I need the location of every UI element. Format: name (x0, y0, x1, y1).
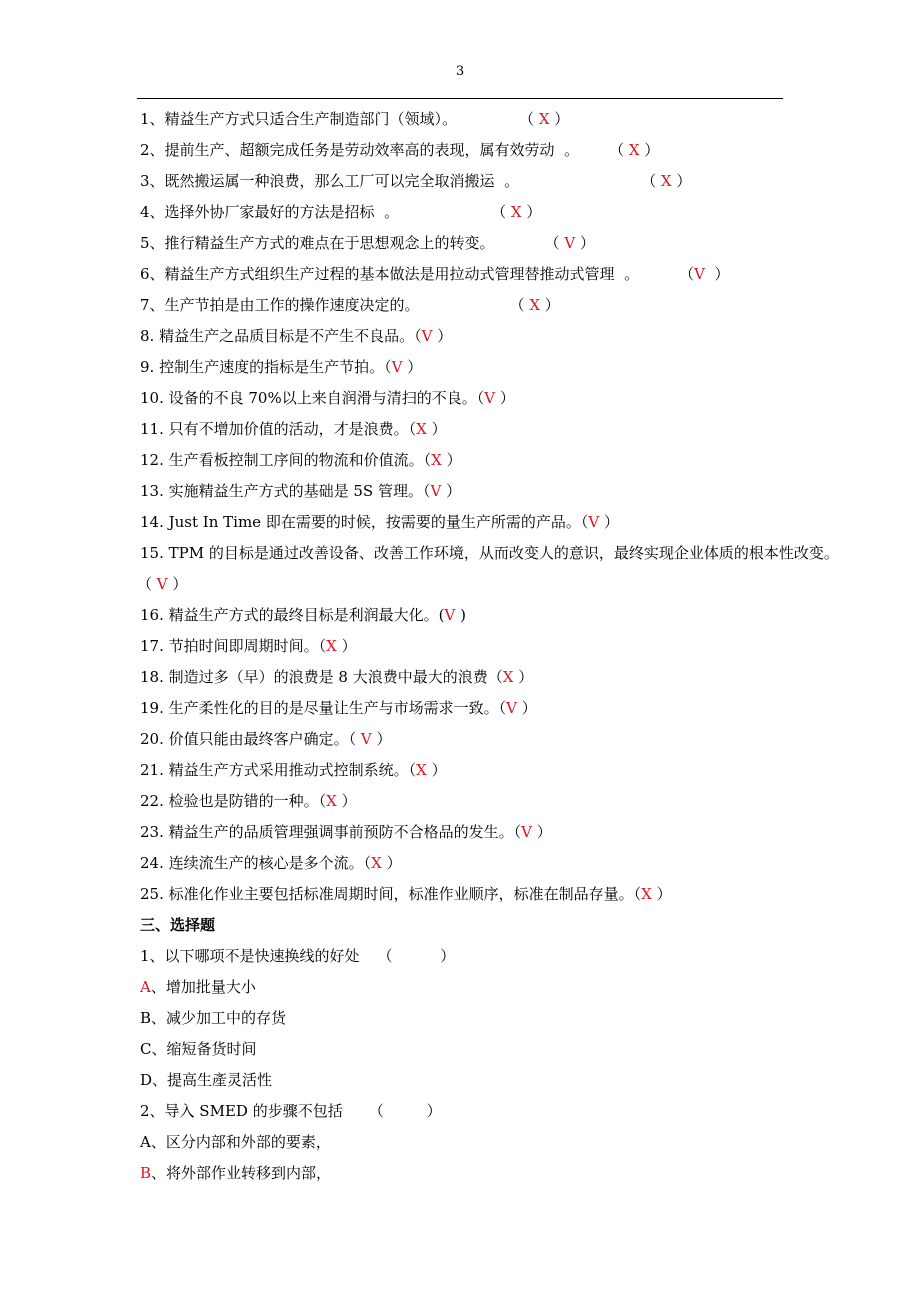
tf-item-9 (140, 355, 422, 379)
header-rule (137, 98, 783, 99)
tf-item-17 (140, 634, 357, 658)
statement-text: 11. 只有不增加价值的活动，才是浪费。 (140, 420, 409, 438)
question-1-option-c (140, 1037, 257, 1061)
answer-close-paren: ） (432, 327, 453, 345)
statement-text: 3、既然搬运属一种浪费，那么工厂可以完全取消搬运 。 (140, 172, 520, 190)
answer-open-paren: （ (609, 141, 629, 159)
option-text: 、缩短备货时间 (151, 1040, 257, 1058)
statement-text: 9. 控制生产速度的指标是生产节拍。 (140, 358, 385, 376)
answer-mark: X (416, 761, 427, 779)
option-text: 、将外部作业转移到内部， (151, 1164, 332, 1182)
statement-text: 7、生产节拍是由工作的操作速度决定的。 (140, 296, 420, 314)
answer-mark: V (444, 606, 456, 624)
option-letter: A (140, 978, 151, 996)
tf-item-22 (140, 789, 357, 813)
answer-open-paren: （ (633, 885, 642, 903)
tf-item-25 (140, 882, 672, 906)
answer-mark: X (510, 203, 522, 221)
statement-text: 19. 生产柔性化的目的是尽量让生产与市场需求一致。 (140, 699, 499, 717)
answer-close-paren: ) (455, 606, 466, 624)
statement-text: 10. 设备的不良 70%以上来自润滑与清扫的不良。 (140, 389, 477, 407)
statement-text: 4、选择外协厂家最好的方法是招标 。 (140, 203, 400, 221)
tf-item-3 (140, 169, 691, 193)
answer-mark: V (360, 730, 372, 748)
answer-close-paren: ） (513, 668, 534, 686)
statement-text: 17. 节拍时间即周期时间。 (140, 637, 319, 655)
tf-item-7 (140, 293, 560, 317)
answer-open-paren: （ (408, 420, 417, 438)
answer-blank: （ ） (368, 1102, 442, 1120)
section-title: 三、选择题 (140, 916, 216, 934)
answer-mark: V (156, 575, 168, 593)
option-text: 、减少加工中的存货 (151, 1009, 287, 1027)
answer-open-paren: （ (641, 172, 661, 190)
answer-mark: V (694, 265, 705, 283)
question-1-option-b (140, 1006, 286, 1030)
answer-close-paren: ） (441, 451, 462, 469)
answer-mark: X (538, 110, 550, 128)
statement-text: 15. TPM 的目标是通过改善设备、改善工作环境，从而改变人的意识，最终实现企业体质的根本性改变。 (140, 544, 839, 562)
statement-text: 14. Just In Time 即在需要的时候，按需要的量生产所需的产品。 (140, 513, 581, 531)
answer-open-paren: （ (318, 637, 327, 655)
option-text: 、提高生產灵活性 (152, 1071, 273, 1089)
answer-open-paren: （ (348, 730, 361, 748)
answer-close-paren: ） (402, 358, 423, 376)
answer-open-paren: （ (423, 451, 432, 469)
answer-open-paren: （ (580, 513, 589, 531)
answer-close-paren: ） (441, 482, 462, 500)
answer-mark: X (641, 885, 652, 903)
answer-close-paren: ） (671, 172, 692, 190)
answer-mark: X (416, 420, 427, 438)
answer-mark: V (521, 823, 532, 841)
statement-text: 22. 检验也是防错的一种。 (140, 792, 319, 810)
answer-close-paren: ） (575, 234, 595, 252)
answer-open-paren: （ (513, 823, 522, 841)
option-text: 、增加批量大小 (150, 978, 256, 996)
answer-open-paren: （ (137, 575, 157, 593)
statement-text: 6、精益生产方式组织生产过程的基本做法是用拉动式管理替推动式管理 。 (140, 265, 640, 283)
answer-close-paren: ） (704, 265, 730, 283)
answer-mark: X (371, 854, 382, 872)
answer-close-paren: ） (549, 110, 570, 128)
answer-close-paren: ） (540, 296, 560, 314)
question-1-option-d (140, 1068, 272, 1092)
statement-text: 24. 连续流生产的核心是多个流。 (140, 854, 364, 872)
tf-item-15 (140, 541, 839, 565)
statement-text: 23. 精益生产的品质管理强调事前预防不合格品的发生。 (140, 823, 514, 841)
statement-text: 5、推行精益生产方式的难点在于思想观念上的转变。 (140, 234, 495, 252)
tf-item-2 (140, 138, 659, 162)
statement-text: 18. 制造过多（早）的浪费是 8 大浪费中最大的浪费 (140, 668, 488, 686)
option-letter: B (140, 1164, 152, 1182)
answer-open-paren: （ (414, 327, 422, 345)
answer-blank: （ ） (377, 947, 456, 965)
answer-mark: X (529, 296, 541, 314)
option-letter: A (140, 1133, 151, 1151)
answer-open-paren: （ (519, 110, 539, 128)
answer-open-paren: （ (487, 668, 503, 686)
answer-close-paren: ） (336, 792, 357, 810)
answer-open-paren: （ (509, 296, 530, 314)
statement-text: 12. 生产看板控制工序间的物流和价值流。 (140, 451, 424, 469)
option-letter: C (140, 1040, 152, 1058)
tf-item-15-answer (137, 572, 187, 596)
answer-close-paren: ） (532, 823, 552, 841)
answer-open-paren: （ (491, 203, 511, 221)
tf-item-23 (140, 820, 552, 844)
answer-open-paren: （ (408, 761, 417, 779)
answer-open-paren: （ (498, 699, 507, 717)
tf-item-24 (140, 851, 402, 875)
tf-item-6 (140, 262, 730, 286)
answer-mark: V (421, 327, 433, 345)
answer-mark: X (502, 668, 514, 686)
question-2-option-b (140, 1161, 331, 1185)
statement-text: 8. 精益生产之品质目标是不产生不良品。 (140, 327, 415, 345)
question-1-stem (140, 944, 455, 968)
answer-close-paren: ） (599, 513, 619, 531)
answer-mark: X (326, 792, 337, 810)
answer-open-paren: （ (422, 482, 431, 500)
answer-open-paren: ( (438, 606, 445, 624)
answer-close-paren: ） (521, 203, 542, 221)
answer-close-paren: ） (336, 637, 357, 655)
answer-mark: V (564, 234, 576, 252)
answer-mark: V (391, 358, 403, 376)
statement-text: 16. 精益生产方式的最终目标是利润最大化。 (140, 606, 439, 624)
answer-mark: X (431, 451, 442, 469)
answer-mark: X (326, 637, 337, 655)
tf-item-16 (140, 603, 466, 627)
answer-open-paren: （ (384, 358, 392, 376)
answer-close-paren: ） (426, 420, 447, 438)
answer-open-paren: （ (363, 854, 372, 872)
answer-mark: V (506, 699, 517, 717)
option-letter: B (140, 1009, 152, 1027)
answer-close-paren: ） (371, 730, 392, 748)
tf-item-19 (140, 696, 537, 720)
answer-mark: X (660, 172, 672, 190)
answer-open-paren: （ (476, 389, 485, 407)
question-2-option-a (140, 1130, 331, 1154)
tf-item-12 (140, 448, 462, 472)
answer-close-paren: ） (639, 141, 660, 159)
question-2-stem (140, 1099, 442, 1123)
answer-mark: V (430, 482, 442, 500)
page-number: 3 (455, 64, 465, 79)
option-text: 、区分内部和外部的要素， (150, 1133, 331, 1151)
statement-text: 13. 实施精益生产方式的基础是 5S 管理。 (140, 482, 423, 500)
tf-item-4 (140, 200, 541, 224)
answer-mark: X (628, 141, 640, 159)
statement-text: 2、提前生产、超额完成任务是劳动效率高的表现，属有效劳动 。 (140, 141, 580, 159)
statement-text: 21. 精益生产方式采用推动式控制系统。 (140, 761, 409, 779)
tf-item-10 (140, 386, 515, 410)
answer-close-paren: ） (381, 854, 402, 872)
tf-item-14 (140, 510, 619, 534)
answer-open-paren: （ (679, 265, 695, 283)
answer-close-paren: ） (651, 885, 672, 903)
answer-mark: V (484, 389, 496, 407)
tf-item-13 (140, 479, 461, 503)
tf-item-1 (140, 107, 569, 131)
answer-close-paren: ） (167, 575, 188, 593)
tf-item-11 (140, 417, 447, 441)
question-1-option-a (140, 975, 256, 999)
tf-item-5 (140, 231, 595, 255)
answer-close-paren: ） (517, 699, 537, 717)
answer-mark: V (588, 513, 600, 531)
tf-item-21 (140, 758, 447, 782)
tf-item-20 (140, 727, 392, 751)
answer-close-paren: ） (426, 761, 447, 779)
statement-text: 1、精益生产方式只适合生产制造部门（领域）。 (140, 110, 458, 128)
answer-open-paren: （ (544, 234, 565, 252)
option-letter: D (140, 1071, 153, 1089)
answer-open-paren: （ (318, 792, 327, 810)
statement-text: 20. 价值只能由最终客户确定。 (140, 730, 349, 748)
statement-text: 25. 标准化作业主要包括标准周期时间，标准作业顺序，标准在制品存量。 (140, 885, 634, 903)
answer-close-paren: ） (495, 389, 515, 407)
question-stem: 1、以下哪项不是快速换线的好处 (140, 947, 360, 965)
question-stem: 2、导入 SMED 的步骤不包括 (140, 1102, 343, 1120)
tf-item-18 (140, 665, 533, 689)
tf-item-8 (140, 324, 452, 348)
